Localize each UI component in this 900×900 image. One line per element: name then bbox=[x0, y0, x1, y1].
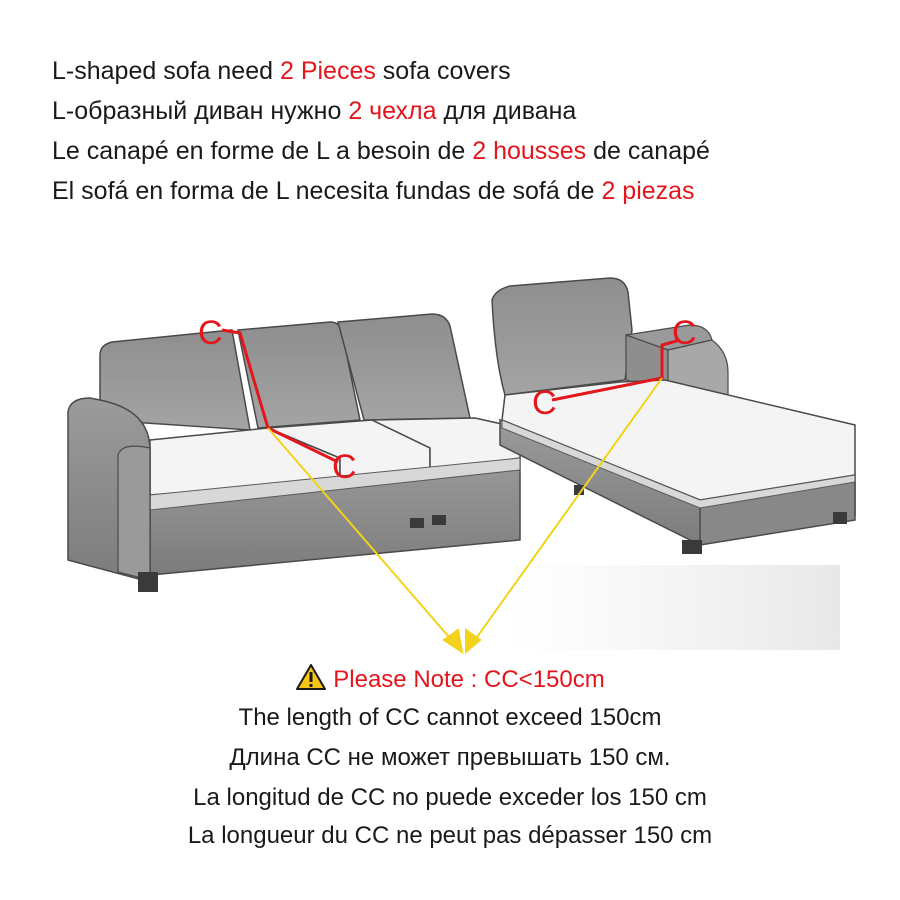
header-line-es: El sofá en forma de L necesita fundas de sofá de 2 piezas bbox=[52, 177, 695, 205]
measure-label-c: C bbox=[198, 314, 223, 352]
note-line-es: La longitud de CC no puede exceder los 150 cm bbox=[193, 784, 707, 811]
highlight-count: 2 piezas bbox=[601, 177, 695, 205]
measure-label-c: C bbox=[672, 314, 697, 352]
sofa-leg bbox=[410, 518, 424, 528]
measure-label-c: C bbox=[532, 384, 557, 422]
back-cushion bbox=[338, 314, 470, 420]
sofa-leg bbox=[138, 572, 158, 592]
header-line-fr: Le canapé en forme de L a besoin de 2 housses de canapé bbox=[52, 137, 710, 165]
note-line-fr: La longueur du CC ne peut pas dépasser 150 cm bbox=[187, 822, 713, 849]
note-line-ru: Длина CC не может превышать 150 см. bbox=[229, 744, 671, 771]
highlight-count: 2 Pieces bbox=[279, 57, 376, 85]
note-line-en: The length of CC cannot exceed 150cm bbox=[238, 704, 662, 731]
sofa-leg bbox=[833, 512, 847, 524]
left-sofa-section bbox=[68, 314, 520, 592]
header-line-ru: L-образный диван нужно 2 чехла для дивана bbox=[52, 97, 577, 125]
sofa-leg bbox=[432, 515, 446, 525]
highlight-count: 2 чехла bbox=[348, 97, 437, 125]
floor-shadow bbox=[510, 565, 840, 650]
highlight-count: 2 housses bbox=[472, 137, 587, 165]
header-line-en: L-shaped sofa need 2 Pieces sofa covers bbox=[52, 57, 511, 85]
note-title: Please Note : CC<150cm bbox=[0, 663, 900, 698]
warning-triangle-icon bbox=[295, 663, 327, 698]
sofa-leg bbox=[682, 540, 702, 554]
measure-label-c: C bbox=[332, 448, 357, 486]
back-cushion bbox=[492, 278, 632, 395]
